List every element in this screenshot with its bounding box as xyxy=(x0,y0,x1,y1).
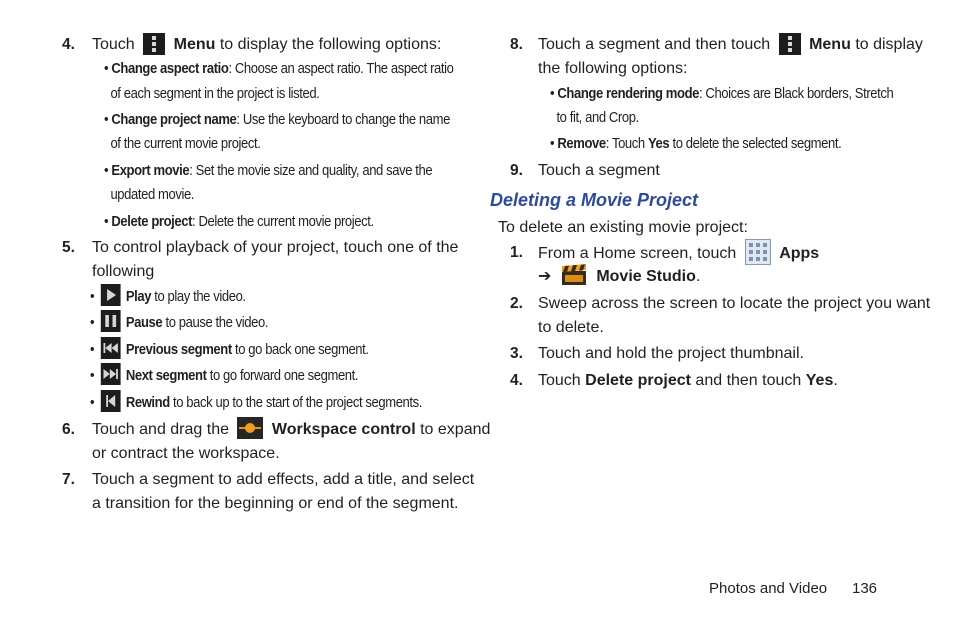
pause-icon xyxy=(101,310,121,332)
control-next-segment: • Next segment to go forward one segment. xyxy=(90,364,358,389)
control-previous-segment: • Previous segment to go back one segment. xyxy=(90,338,369,363)
section-intro: To delete an existing movie project: xyxy=(498,219,748,236)
option-delete-project: • Delete project: Delete the current movie project. xyxy=(104,214,374,230)
menu-icon xyxy=(143,33,165,55)
step-4-line: Touch Menu to display the following options: xyxy=(92,33,441,57)
step-7-line: a transition for the beginning or end of the segment. xyxy=(92,495,459,512)
delete-step-2-line: to delete. xyxy=(538,319,604,336)
movie-studio-icon xyxy=(561,264,587,286)
delete-step-3-line: Touch and hold the project thumbnail. xyxy=(538,345,804,362)
step-7-line: Touch a segment to add effects, add a title, and select xyxy=(92,471,475,488)
control-pause: • Pause to pause the video. xyxy=(90,311,268,336)
menu-icon xyxy=(779,33,801,55)
delete-step-4-line: Touch Delete project and then touch Yes. xyxy=(538,372,838,389)
option-text-continued: of each segment in the project is listed. xyxy=(110,86,320,102)
option-export-movie: • Export movie: Set the movie size and quality, and save the xyxy=(104,163,433,179)
step-number: 3. xyxy=(510,345,523,362)
option-text-continued: to fit, and Crop. xyxy=(556,110,639,126)
apps-grid-icon xyxy=(745,239,771,265)
footer-section-title: Photos and Video xyxy=(709,580,828,597)
arrow-icon: ➔ xyxy=(538,268,552,285)
step-number: 7. xyxy=(62,471,75,488)
step-number: 9. xyxy=(510,162,523,179)
step-number: 4. xyxy=(62,36,75,53)
previous-segment-icon xyxy=(101,337,121,359)
control-rewind: • Rewind to back up to the start of the project segments. xyxy=(90,391,422,416)
step-number: 8. xyxy=(510,36,523,53)
next-segment-icon xyxy=(101,363,121,385)
option-remove: • Remove: Touch Yes to delete the selected segment. xyxy=(550,136,842,152)
option-text-continued: updated movie. xyxy=(110,187,195,203)
step-number: 5. xyxy=(62,239,75,256)
step-8-line: Touch a segment and then touch Menu to display xyxy=(538,33,923,57)
step-8-line: the following options: xyxy=(538,60,688,77)
play-icon xyxy=(101,284,121,306)
step-number: 6. xyxy=(62,421,75,438)
delete-step-1-line: ➔ Movie Studio. xyxy=(538,265,700,289)
rewind-icon xyxy=(101,390,121,412)
step-6-line: Touch and drag the Workspace control to expand xyxy=(92,418,490,442)
option-change-aspect-ratio: • Change aspect ratio: Choose an aspect ratio. The aspect ratio xyxy=(104,61,454,77)
control-play: • Play to play the video. xyxy=(90,285,246,310)
workspace-control-icon xyxy=(237,417,263,439)
option-change-rendering-mode: • Change rendering mode: Choices are Black borders, Stretch xyxy=(550,86,894,102)
step-number: 2. xyxy=(510,295,523,312)
option-text-continued: of the current movie project. xyxy=(110,136,261,152)
page-number: 136 xyxy=(852,580,878,597)
step-number: 4. xyxy=(510,372,523,389)
step-9-line: Touch a segment xyxy=(538,162,660,179)
option-change-project-name: • Change project name: Use the keyboard to change the name xyxy=(104,112,450,128)
section-heading: Deleting a Movie Project xyxy=(490,190,699,210)
delete-step-2-line: Sweep across the screen to locate the project you want xyxy=(538,295,931,312)
step-number: 1. xyxy=(510,244,523,261)
step-5-line: To control playback of your project, touch one of the xyxy=(92,239,459,256)
delete-step-1-line: From a Home screen, touch Apps xyxy=(538,241,819,267)
step-6-line: or contract the workspace. xyxy=(92,445,280,462)
step-5-line: following xyxy=(92,263,155,280)
